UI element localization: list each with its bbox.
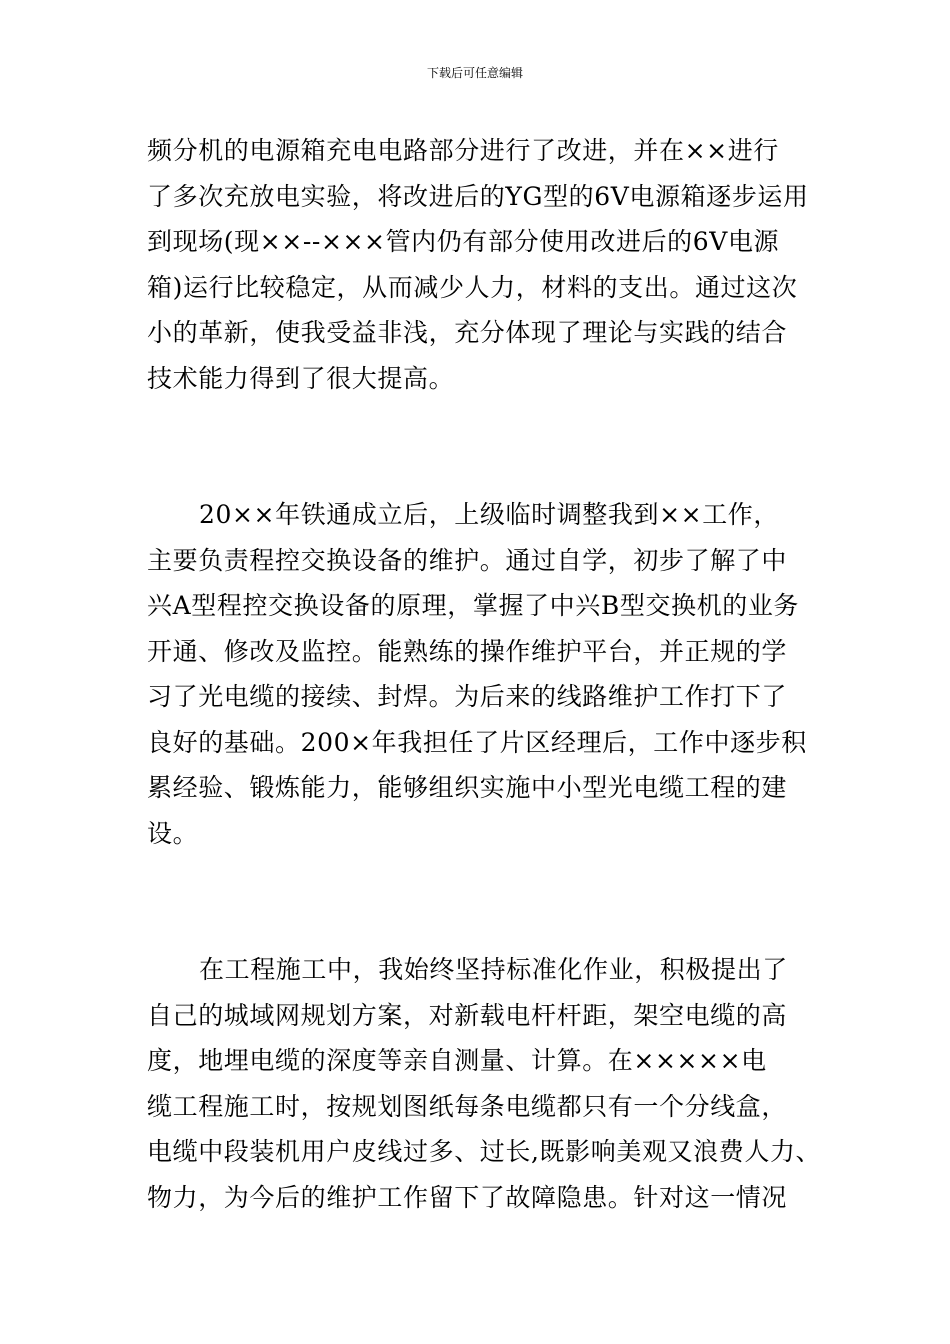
text-line: 缆工程施工时，按规划图纸每条电缆都只有一个分线盒， xyxy=(147,1091,788,1121)
paragraph-3 xyxy=(147,947,827,1220)
text-line: 良好的基础。200×年我担任了片区经理后，工作中逐步积 xyxy=(147,727,807,757)
text-line: 度，地埋电缆的深度等亲自测量、计算。在×××××电 xyxy=(147,1046,767,1075)
paragraph-2 xyxy=(147,492,827,856)
text-line: 设。 xyxy=(147,818,199,848)
page-header: 下载后可任意编辑 xyxy=(426,66,523,80)
text-line: 到现场(现××--×××管内仍有部分使用改进后的6V电源 xyxy=(147,227,780,256)
text-line: 箱)运行比较稳定，从而减少人力，材料的支出。通过这次 xyxy=(147,272,798,302)
text-line: 累经验、锻炼能力，能够组织实施中小型光电缆工程的建 xyxy=(147,773,788,802)
text-line: 电缆中段装机用户皮线过多、过长,既影响美观又浪费人力、 xyxy=(147,1137,822,1166)
text-line: 小的革新，使我受益非浅，充分体现了理论与实践的结合 xyxy=(147,318,788,347)
text-line: 20××年铁通成立后，上级临时调整我到××工作， xyxy=(199,500,780,529)
paragraph-spacer xyxy=(147,856,827,902)
paragraph-spacer xyxy=(147,401,827,447)
text-line: 了多次充放电实验，将改进后的YG型的6V电源箱逐步运用 xyxy=(147,181,809,211)
text-line: 频分机的电源箱充电电路部分进行了改进，并在××进行 xyxy=(147,136,779,165)
paragraph-spacer xyxy=(147,902,827,948)
text-line: 自己的城域网规划方案，对新载电杆杆距，架空电缆的高 xyxy=(147,1000,788,1030)
text-line: 在工程施工中，我始终坚持标准化作业，积极提出了 xyxy=(199,955,788,984)
text-line: 物力，为今后的维护工作留下了故障隐患。针对这一情况 xyxy=(147,1182,788,1212)
text-line: 技术能力得到了很大提高。 xyxy=(147,363,455,393)
paragraph-spacer xyxy=(147,447,827,493)
text-line: 主要负责程控交换设备的维护。通过自学，初步了解了中 xyxy=(147,545,788,575)
text-line: 开通、修改及监控。能熟练的操作维护平台，并正规的学 xyxy=(147,636,788,666)
text-line: 兴A型程控交换设备的原理，掌握了中兴B型交换机的业务 xyxy=(147,591,800,620)
text-line: 习了光电缆的接续、封焊。为后来的线路维护工作打下了 xyxy=(147,682,788,711)
paragraph-1 xyxy=(147,128,827,401)
document-body xyxy=(147,128,827,1220)
